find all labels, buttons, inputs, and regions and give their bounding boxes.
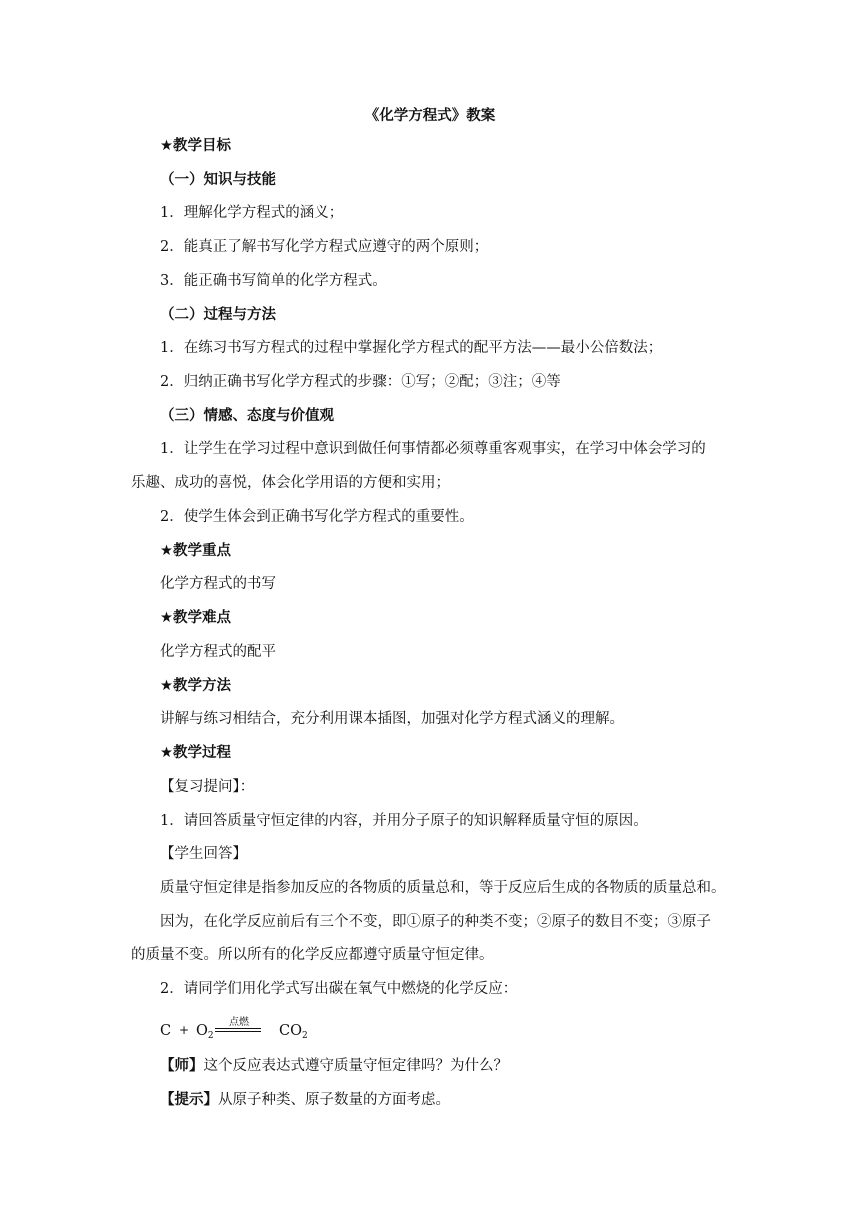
key-point-text: 化学方程式的书写 xyxy=(160,576,276,592)
section-attitude-heading: （三）情感、态度与价值观 xyxy=(160,408,334,424)
equation-condition: 点燃 xyxy=(229,1017,249,1028)
knowledge-item-1: 1．理解化学方程式的涵义； xyxy=(160,205,344,221)
answer-paragraph-2-line-2: 的质量不变。所以所有的化学反应都遵守质量守恒定律。 xyxy=(131,947,494,963)
equation-double-bar-top xyxy=(215,1028,261,1029)
review-label: 【复习提问】： xyxy=(160,779,255,795)
attitude-item-1-line-1: 1．让学生在学习过程中意识到做任何事情都必须尊重客观事实，在学习中体会学习的 xyxy=(160,441,706,457)
difficulty-heading: ★教学难点 xyxy=(160,610,231,626)
method-heading: ★教学方法 xyxy=(160,678,231,694)
student-answer-label: 【学生回答】 xyxy=(160,846,247,862)
attitude-item-2: 2．使学生体会到正确书写化学方程式的重要性。 xyxy=(160,509,474,525)
goals-heading: ★教学目标 xyxy=(160,138,231,154)
section-process-heading: （二）过程与方法 xyxy=(160,307,276,323)
attitude-item-1-line-2: 乐趣、成功的喜悦，体会化学用语的方便和实用； xyxy=(131,475,450,491)
question-2: 2．请同学们用化学式写出碳在氧气中燃烧的化学反应： xyxy=(160,981,518,997)
equation-product: $CO_2$ xyxy=(279,1023,308,1041)
chemical-equation xyxy=(160,1014,360,1054)
process-item-1: 1．在练习书写方程式的过程中掌握化学方程式的配平方法——最小公倍数法； xyxy=(160,340,663,356)
section-knowledge-heading: （一）知识与技能 xyxy=(160,172,276,188)
knowledge-item-3: 3．能正确书写简单的化学方程式。 xyxy=(160,273,387,289)
difficulty-text: 化学方程式的配平 xyxy=(160,644,276,660)
answer-paragraph-1: 质量守恒定律是指参加反应的各物质的质量总和，等于反应后生成的各物质的质量总和。 xyxy=(160,880,726,896)
key-point-heading: ★教学重点 xyxy=(160,543,231,559)
equation-reactant-carbon: C xyxy=(160,1023,172,1039)
process-heading: ★教学过程 xyxy=(160,745,231,761)
equation-reactant-oxygen: $O_2$ xyxy=(196,1023,214,1041)
method-text: 讲解与练习相结合，充分利用课本插图，加强对化学方程式涵义的理解。 xyxy=(160,711,624,727)
equation-plus-sign: + xyxy=(179,1023,190,1037)
hint: 【提示】从原子种类、原子数量的方面考虑。 xyxy=(160,1092,450,1108)
teacher-question: 【师】这个反应表达式遵守质量守恒定律吗？为什么？ xyxy=(160,1058,508,1074)
question-1: 1．请回答质量守恒定律的内容，并用分子原子的知识解释质量守恒的原因。 xyxy=(160,813,648,829)
answer-paragraph-2-line-1: 因为，在化学反应前后有三个不变，即①原子的种类不变；②原子的数目不变；③原子 xyxy=(160,914,711,930)
knowledge-item-2: 2．能真正了解书写化学方程式应遵守的两个原则； xyxy=(160,239,489,255)
process-item-2: 2．归纳正确书写化学方程式的步骤：①写；②配；③注；④等 xyxy=(160,374,561,390)
equation-double-bar-bottom xyxy=(215,1031,261,1032)
page-title: 《化学方程式》教案 xyxy=(364,108,496,124)
